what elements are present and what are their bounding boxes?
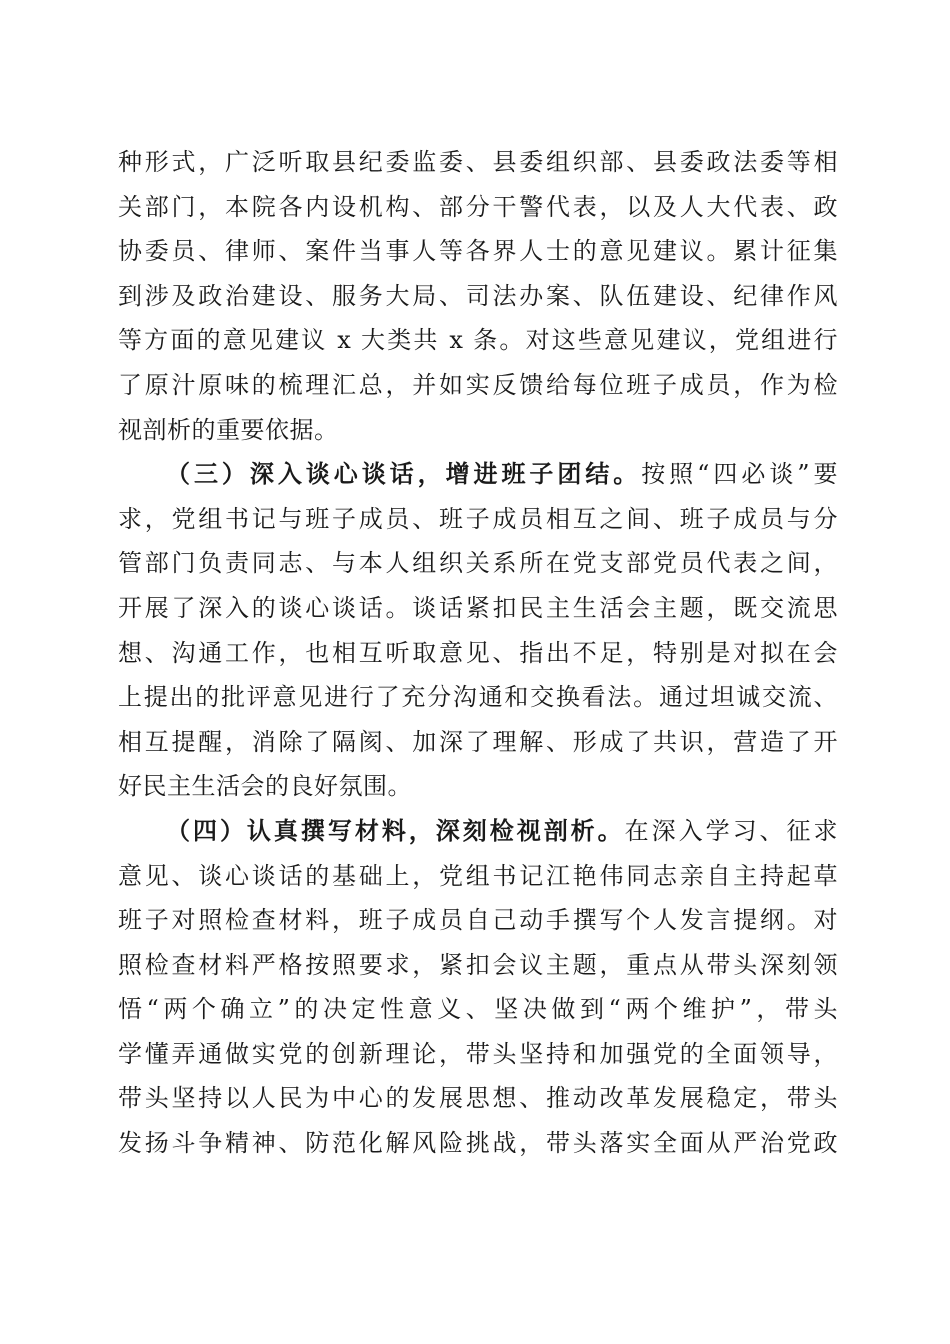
p3-first-line — [118, 809, 838, 854]
p2-line: 管部门负责同志、与本人组织关系所在党支部党员代表之间， — [118, 549, 838, 578]
p1-line: 关部门，本院各内设机构、部分干警代表，以及人大代表、政 — [118, 192, 838, 221]
p3-line: 带头坚持以人民为中心的发展思想、推动改革发展稳定，带头 — [118, 1084, 838, 1113]
p2-first-line — [118, 452, 838, 497]
p1-line: 种形式，广泛听取县纪委监委、县委组织部、县委政法委等相 — [118, 148, 838, 176]
p3-first-line-rest: 在深入学习、征求 — [624, 816, 839, 845]
p1-line: 了原汁原味的梳理汇总，并如实反馈给每位班子成员，作为检 — [118, 370, 838, 399]
p2-line: 想、沟通工作，也相互听取意见、指出不足，特别是对拟在会 — [118, 638, 838, 667]
p3-line: 照检查材料严格按照要求，紧扣会议主题，重点从带头深刻领 — [118, 950, 838, 979]
p3-line: 班子对照检查材料，班子成员自己动手撰写个人发言提纲。对 — [118, 906, 838, 935]
p3-line: 发扬斗争精神、防范化解风险挑战，带头落实全面从严治党政 — [118, 1129, 838, 1158]
p2-first-line-rest: 按照“四必谈”要 — [641, 460, 838, 489]
p3-line: 学懂弄通做实党的创新理论，带头坚持和加强党的全面领导， — [118, 1039, 838, 1068]
p3-line: 悟“两个确立”的决定性意义、坚决做到“两个维护”，带头 — [118, 995, 838, 1024]
p3-line: 意见、谈心谈话的基础上，党组书记江艳伟同志亲自主持起草 — [118, 861, 838, 890]
p1-line: 视剖析的重要依据。 — [118, 415, 339, 444]
document-body — [118, 140, 838, 1166]
p1-line: 协委员、律师、案件当事人等各界人士的意见建议。累计征集 — [118, 237, 838, 266]
p2-line: 好民主生活会的良好氛围。 — [118, 772, 412, 801]
p3-heading: （四）认真撰写材料，深刻检视剖析。 — [166, 815, 625, 845]
p2-line: 相互提醒，消除了隔阂、加深了理解、形成了共识，营造了开 — [118, 727, 838, 756]
p2-heading: （三）深入谈心谈话，增进班子团结。 — [166, 459, 642, 489]
p2-line: 上提出的批评意见进行了充分沟通和交换看法。通过坦诚交流、 — [118, 683, 838, 712]
p2-line: 求，党组书记与班子成员、班子成员相互之间、班子成员与分 — [118, 504, 838, 533]
p1-line: 到涉及政治建设、服务大局、司法办案、队伍建设、纪律作风 — [118, 281, 838, 310]
p2-line: 开展了深入的谈心谈话。谈话紧扣民主生活会主题，既交流思 — [118, 593, 838, 622]
p1-line: 等方面的意见建议 x 大类共 x 条。对这些意见建议，党组进行 — [118, 326, 838, 355]
